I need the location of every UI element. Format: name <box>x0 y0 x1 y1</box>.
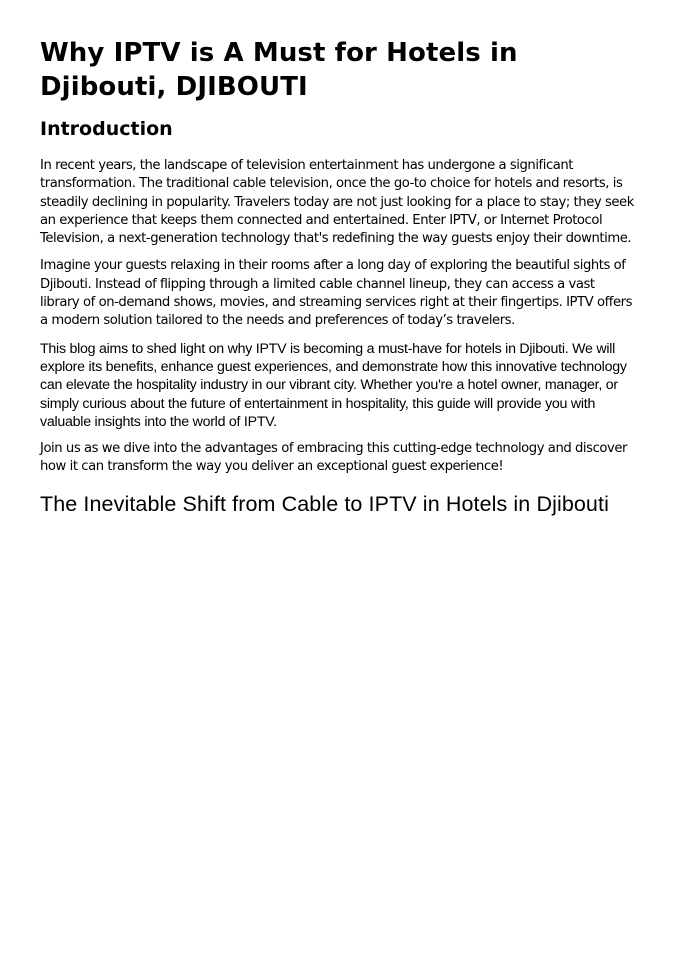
article <box>40 36 635 518</box>
paragraph-1: In recent years, the landscape of television entertainment has undergone a significant transformation. The traditional cable television, once the go-to choice for hotels and resorts, is steadily declining in popularity. Travelers today are not just looking for a place to stay; they seek an experience that keeps them connected and entertained. Enter IPTV, or Internet Protocol Television, a next-generation technology that's redefining the way guests enjoy their downtime. <box>40 158 634 247</box>
page-title: Why IPTV is A Must for Hotels in Djibouti, DJIBOUTI <box>40 38 518 102</box>
paragraph-3: This blog aims to shed light on why IPTV is becoming a must-have for hotels in Djibouti. We will explore its benefits, enhance guest experiences, and demonstrate how this innovative technology can elevate the hospitality industry in our vibrant city. Whether you're a hotel owner, manager, or simply curious about the future of entertainment in hospitality, this guide will provide you with valuable insights into the world of IPTV. <box>40 340 627 430</box>
paragraph-2: Imagine your guests relaxing in their rooms after a long day of exploring the beautiful sights of Djibouti. Instead of flipping through a limited cable channel lineup, they can access a vast library of on-demand shows, movies, and streaming services right at their fingertips. IPTV offers a modern solution tailored to the needs and preferences of today’s travelers. <box>40 258 633 329</box>
introduction-heading: Introduction <box>40 118 173 140</box>
section-heading: The Inevitable Shift from Cable to IPTV in Hotels in Djibouti <box>40 491 609 516</box>
paragraph-4: Join us as we dive into the advantages of embracing this cutting-edge technology and discover how it can transform the way you deliver an exceptional guest experience! <box>40 441 627 475</box>
